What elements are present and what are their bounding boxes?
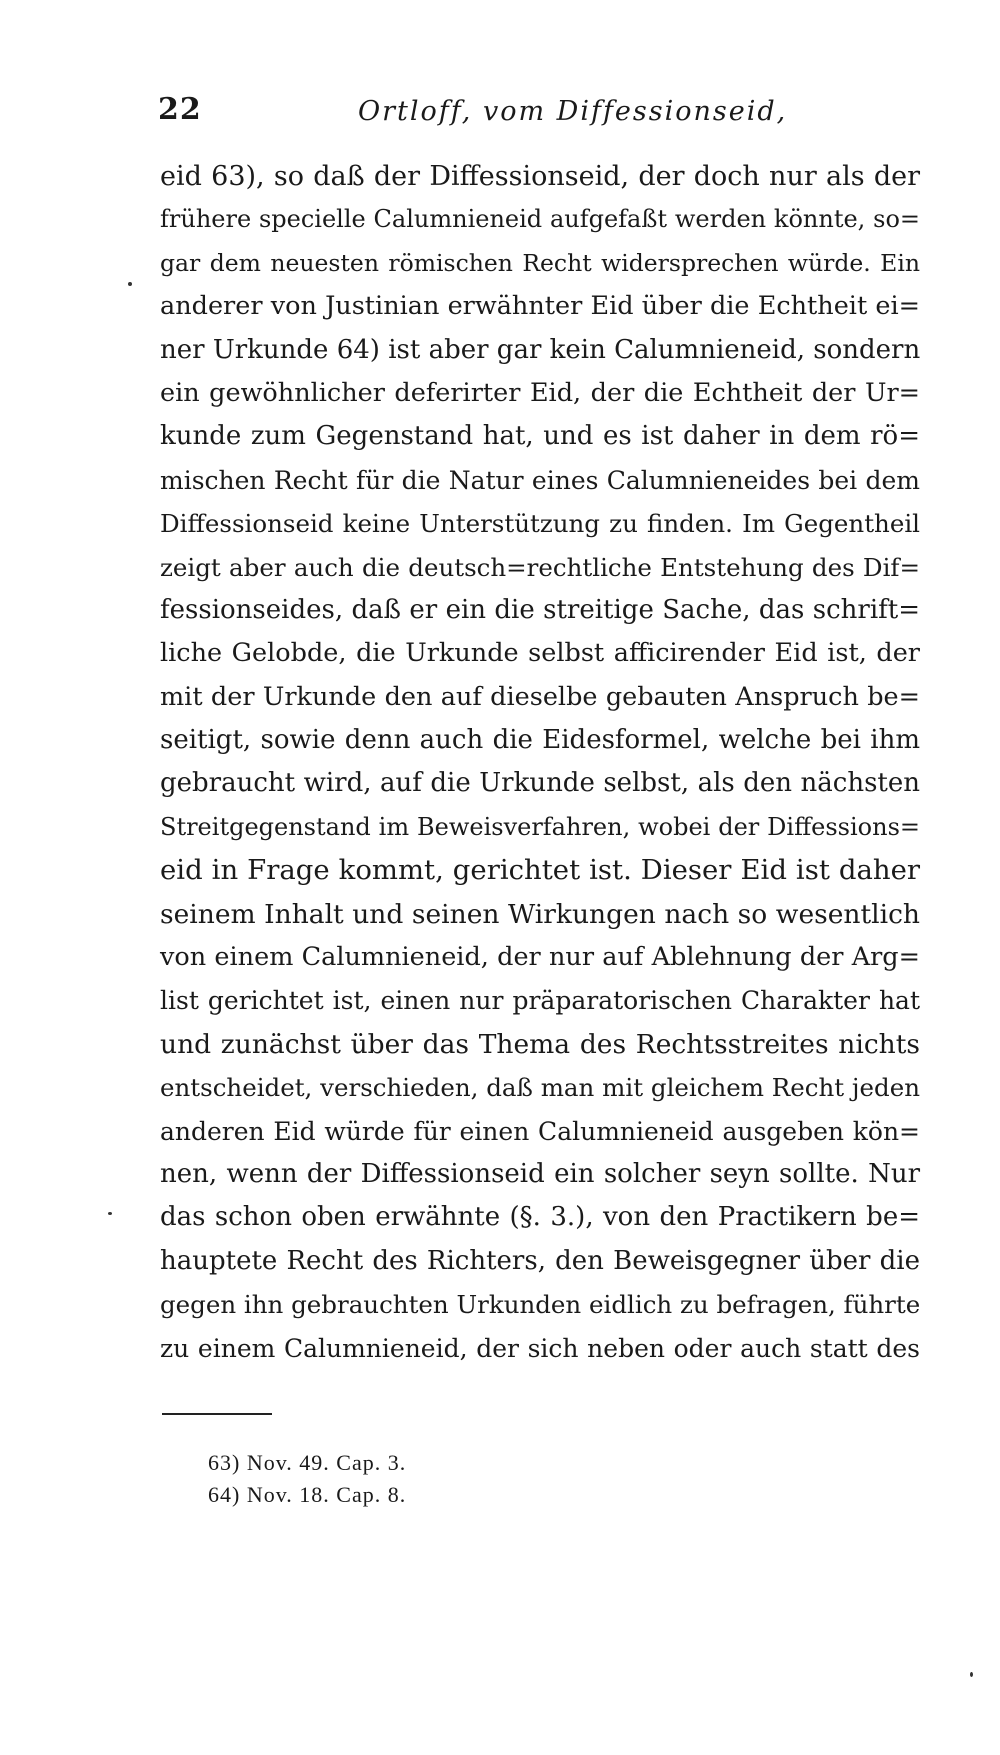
footnotes <box>208 1447 406 1511</box>
text-line: liche Gelobde, die Urkunde selbst afficirender Eid ist, der <box>160 638 920 669</box>
text-line: mischen Recht für die Natur eines Calumnieneides bei dem <box>160 465 920 495</box>
text-line: fessionseides, daß er ein die streitige Sache, das schrift= <box>160 594 920 625</box>
text-line: das schon oben erwähnte (§. 3.), von den Practikern be= <box>160 1202 920 1233</box>
footnote-divider <box>162 1413 272 1415</box>
body-text <box>160 155 920 1370</box>
page-header <box>158 92 918 132</box>
text-line: seitigt, sowie denn auch die Eidesformel, welche bei ihm <box>160 725 920 756</box>
text-line: mit der Urkunde den auf dieselbe gebauten Anspruch be= <box>160 681 920 712</box>
text-line: seinem Inhalt und seinen Wirkungen nach so wesentlich <box>160 898 920 930</box>
text-line: list gerichtet ist, einen nur präparatorischen Charakter hat <box>160 986 920 1016</box>
text-line: gebraucht wird, auf die Urkunde selbst, als den nächsten <box>160 768 920 799</box>
text-line: frühere specielle Calumnieneid aufgefaßt werden könnte, so= <box>160 205 920 234</box>
print-speck <box>128 282 132 286</box>
text-line: von einem Calumnieneid, der nur auf Ablehnung der Arg= <box>160 942 920 973</box>
text-line: zu einem Calumnieneid, der sich neben oder auch statt des <box>160 1333 920 1363</box>
text-line: und zunächst über das Thema des Rechtsstreites nichts <box>160 1028 920 1060</box>
text-line: ein gewöhnlicher deferirter Eid, der die Echtheit der Ur= <box>160 377 920 408</box>
text-line: gar dem neuesten römischen Recht widersprechen würde. Ein <box>160 248 920 277</box>
running-head: Ortloff, vom Diffessionseid, <box>358 96 788 127</box>
page-number: 22 <box>158 92 202 127</box>
text-line: anderen Eid würde für einen Calumnieneid ausgeben kön= <box>160 1116 920 1146</box>
text-line: zeigt aber auch die deutsch=rechtliche Entstehung des Dif= <box>160 552 920 582</box>
text-line: eid in Frage kommt, gerichtet ist. Dieser Eid ist daher <box>160 854 920 887</box>
text-line: anderer von Justinian erwähnter Eid über die Echtheit ei= <box>160 291 920 322</box>
footnote-63: 63) Nov. 49. Cap. 3. <box>208 1450 407 1475</box>
print-speck <box>970 1672 973 1677</box>
text-line: entscheidet, verschieden, daß man mit gleichem Recht jeden <box>160 1073 920 1103</box>
text-line: gegen ihn gebrauchten Urkunden eidlich zu befragen, führte <box>160 1290 921 1320</box>
text-line: kunde zum Gegenstand hat, und es ist daher in dem rö= <box>160 421 920 452</box>
footnote-64: 64) Nov. 18. Cap. 8. <box>208 1482 407 1507</box>
text-line: nen, wenn der Diffessionseid ein solcher seyn sollte. Nur <box>160 1158 920 1189</box>
text-line: hauptete Recht des Richters, den Beweisgegner über die <box>160 1245 920 1276</box>
print-speck <box>108 1212 112 1215</box>
text-line: eid 63), so daß der Diffessionseid, der doch nur als der <box>160 161 920 192</box>
text-line: Streitgegenstand im Beweisverfahren, wobei der Diffessions= <box>160 812 920 841</box>
text-line: ner Urkunde 64) ist aber gar kein Calumnieneid, sondern <box>160 334 921 365</box>
text-line: Diffessionseid keine Unterstützung zu finden. Im Gegentheil <box>160 509 920 539</box>
